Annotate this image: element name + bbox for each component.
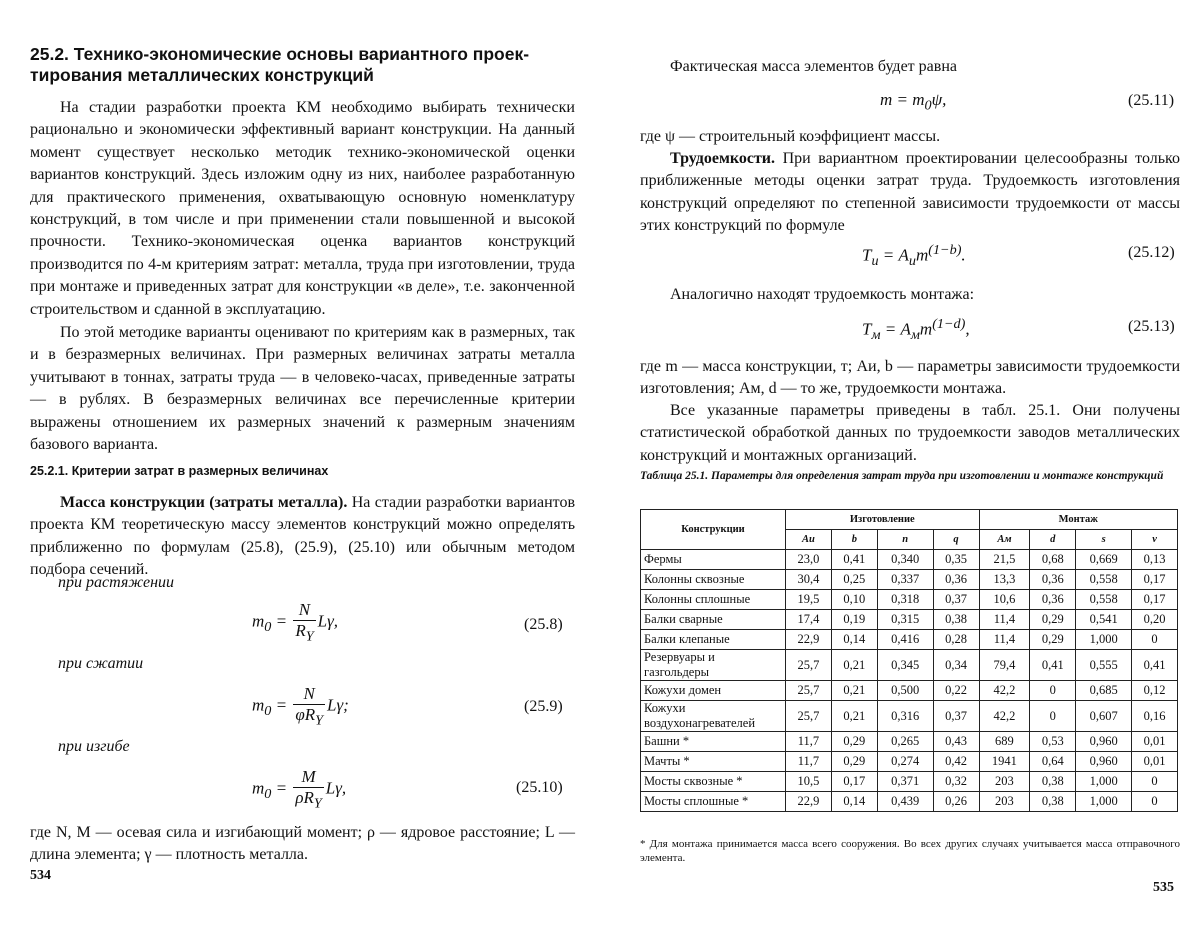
table-cell: 0,265 [877, 732, 933, 752]
table-cell: 0,43 [933, 732, 979, 752]
table-cell-name: Кожухи домен [641, 681, 786, 701]
table-cell: 25,7 [786, 650, 832, 681]
paragraph-r3 [640, 148, 1180, 238]
table-cell: 11,4 [979, 610, 1030, 630]
table-row [641, 772, 1178, 792]
equation-number-25-9: (25.9) [524, 698, 563, 715]
case-tension: при растяжении [58, 574, 174, 591]
table-cell: 0,12 [1132, 681, 1178, 701]
formula-25-11: $m = m_0\psi$, [880, 90, 947, 114]
col-subheader: v [1132, 530, 1178, 550]
table-cell: 0 [1132, 792, 1178, 812]
table-cell: 0,318 [877, 590, 933, 610]
table-cell: 0,36 [933, 570, 979, 590]
table-cell: 0,274 [877, 752, 933, 772]
table-cell: 0,01 [1132, 752, 1178, 772]
table-row [641, 752, 1178, 772]
table-cell: 0 [1030, 701, 1076, 732]
table-cell: 0,37 [933, 590, 979, 610]
table-cell: 0,340 [877, 550, 933, 570]
table-row [641, 570, 1178, 590]
col-subheader: d [1030, 530, 1076, 550]
table-cell: 0,685 [1076, 681, 1132, 701]
table-cell-name: Колонны сквозные [641, 570, 786, 590]
table-cell: 0,29 [831, 752, 877, 772]
case-bending: при изгибе [58, 738, 130, 755]
col-subheader: q [933, 530, 979, 550]
table-cell: 0,13 [1132, 550, 1178, 570]
col-subheader: s [1076, 530, 1132, 550]
paragraph-r6: Все указанные параметры приведены в табл. 25.1. Они получены статистической обработкой данных по трудоемкости заводов металлических конструкций и монтажных организаций. [640, 402, 1180, 464]
table-cell: 0,41 [1132, 650, 1178, 681]
table-cell: 0,29 [831, 732, 877, 752]
table-cell: 0,416 [877, 630, 933, 650]
table-cell: 0 [1132, 772, 1178, 792]
table-row [641, 732, 1178, 752]
table-cell: 0,315 [877, 610, 933, 630]
page-number-left: 534 [30, 868, 51, 883]
parameters-table [640, 509, 1178, 812]
table-cell: 0,21 [831, 681, 877, 701]
col-header-constructions: Конструкции [641, 510, 786, 550]
table-cell: 0,53 [1030, 732, 1076, 752]
table-cell: 0,26 [933, 792, 979, 812]
table-cell-name: Мачты * [641, 752, 786, 772]
table-cell: 0,22 [933, 681, 979, 701]
table-cell-name: Колонны сплошные [641, 590, 786, 610]
table-cell: 0,607 [1076, 701, 1132, 732]
table-cell: 10,5 [786, 772, 832, 792]
paragraph-r3-body: При вариантном проектировании целесообразны только приближенные методы оценки затрат труда. Трудоемкость изготовления конструкций определяют по степенной зависимости трудоемкости от массы этих конструкций по формуле [640, 150, 1180, 235]
paragraph-r5: где m — масса конструкции, т; Aи, b — параметры зависимости трудоемкости изготовления; Aм, d — то же, трудоемкости монтажа. [640, 358, 1180, 398]
table-cell: 0,41 [831, 550, 877, 570]
table-cell: 1,000 [1076, 630, 1132, 650]
table-cell-name: Мосты сквозные * [641, 772, 786, 792]
col-header-mounting: Монтаж [979, 510, 1178, 530]
table-cell: 0,17 [1132, 590, 1178, 610]
table-cell-name: Кожухи воздухонагревателей [641, 701, 786, 732]
table-cell: 0,38 [1030, 792, 1076, 812]
table-cell: 0,37 [933, 701, 979, 732]
equation-number-25-12: (25.12) [1128, 244, 1175, 261]
equation-number-25-10: (25.10) [516, 779, 563, 796]
paragraph-r4: Аналогично находят трудоемкость монтажа: [670, 286, 975, 303]
equation-number-25-13: (25.13) [1128, 318, 1175, 335]
table-cell-name: Фермы [641, 550, 786, 570]
table-cell-name: Балки сварные [641, 610, 786, 630]
table-row [641, 650, 1178, 681]
table-cell: 11,4 [979, 630, 1030, 650]
formula-25-9: $m_0$ = $\frac{N}{\varphi R_Y}$ Lγ; [252, 684, 349, 729]
table-cell: 1941 [979, 752, 1030, 772]
table-row [641, 792, 1178, 812]
table-cell: 0,38 [933, 610, 979, 630]
table-cell: 0,16 [1132, 701, 1178, 732]
table-cell: 0,34 [933, 650, 979, 681]
table-cell: 0,337 [877, 570, 933, 590]
section-heading: 25.2. Технико-экономические основы вариантного проек- тирования металлических конструкций [30, 44, 530, 85]
table-cell: 0 [1132, 630, 1178, 650]
paragraph-3-body: На стадии разработки вариантов проекта КМ теоретическую массу элементов конструкций можно определять приближенно по формулам (25.8), (25.9), (25.10) или обычным методом подбора сечений. [30, 494, 575, 579]
table-cell: 0,960 [1076, 732, 1132, 752]
table-cell: 0,19 [831, 610, 877, 630]
col-subheader: Aм [979, 530, 1030, 550]
table-cell: 0,38 [1030, 772, 1076, 792]
formula-25-13: $T_м = A_мm^{(1-d)}$, [862, 316, 970, 344]
table-cell: 0,669 [1076, 550, 1132, 570]
table-cell: 0,21 [831, 701, 877, 732]
col-subheader: Aи [786, 530, 832, 550]
table-cell: 0,36 [1030, 590, 1076, 610]
table-row [641, 610, 1178, 630]
paragraph-2: По этой методике варианты оценивают по критериям как в размерных, так и в безразмерных величинах. При размерных величинах затраты металла учитывают в тоннах, затраты труда — в человеко-часах, приведенные затраты — в рублях. В безразмерных величинах все перечисленные критерии выражены отношением их размерных значений к размерным значениям базового варианта. [30, 324, 575, 454]
table-row [641, 701, 1178, 732]
table-cell: 23,0 [786, 550, 832, 570]
table-cell: 0,14 [831, 630, 877, 650]
table-cell-name: Башни * [641, 732, 786, 752]
table-cell-name: Балки клепаные [641, 630, 786, 650]
table-cell: 25,7 [786, 681, 832, 701]
table-cell: 0,21 [831, 650, 877, 681]
table-cell: 0,20 [1132, 610, 1178, 630]
table-row [641, 590, 1178, 610]
page-number-right: 535 [1153, 880, 1174, 895]
table-cell: 0,10 [831, 590, 877, 610]
table-cell: 22,9 [786, 792, 832, 812]
table-cell: 0,01 [1132, 732, 1178, 752]
table-cell: 689 [979, 732, 1030, 752]
col-subheader: b [831, 530, 877, 550]
table-cell: 30,4 [786, 570, 832, 590]
table-cell: 0,42 [933, 752, 979, 772]
table-cell: 0 [1030, 681, 1076, 701]
table-cell: 0,17 [1132, 570, 1178, 590]
paragraph-r1: Фактическая масса элементов будет равна [670, 58, 957, 75]
paragraph-r3-lead: Трудоемкости. [670, 150, 776, 167]
table-cell: 0,558 [1076, 590, 1132, 610]
table-cell: 0,32 [933, 772, 979, 792]
table-cell: 0,541 [1076, 610, 1132, 630]
table-cell: 0,64 [1030, 752, 1076, 772]
formula-25-8: $m_0$ = $\frac{N}{R_Y}$ Lγ, [252, 600, 339, 645]
table-row [641, 681, 1178, 701]
table-cell: 11,7 [786, 732, 832, 752]
table-cell: 21,5 [979, 550, 1030, 570]
paragraph-4: где N, M — осевая сила и изгибающий момент; ρ — ядровое расстояние; L — длина элемента; γ — плотность металла. [30, 824, 575, 864]
table-cell: 0,14 [831, 792, 877, 812]
table-cell: 0,345 [877, 650, 933, 681]
table-caption: Таблица 25.1. Параметры для определения затрат труда при изготовлении и монтаже конструкций [640, 470, 1164, 482]
table-cell: 13,3 [979, 570, 1030, 590]
equation-number-25-8: (25.8) [524, 616, 563, 633]
table-cell: 0,316 [877, 701, 933, 732]
table-cell: 1,000 [1076, 792, 1132, 812]
case-compression: при сжатии [58, 655, 144, 672]
table-cell: 0,960 [1076, 752, 1132, 772]
paragraph-3 [30, 492, 575, 582]
table-cell: 203 [979, 772, 1030, 792]
table-row [641, 550, 1178, 570]
col-subheader: n [877, 530, 933, 550]
table-cell: 0,35 [933, 550, 979, 570]
paragraph-r2: где ψ — строительный коэффициент массы. [640, 128, 941, 145]
table-cell: 0,29 [1030, 630, 1076, 650]
table-cell: 0,36 [1030, 570, 1076, 590]
table-cell: 0,41 [1030, 650, 1076, 681]
table-cell: 0,28 [933, 630, 979, 650]
equation-number-25-11: (25.11) [1128, 92, 1175, 109]
table-cell: 203 [979, 792, 1030, 812]
table-row [641, 630, 1178, 650]
table-cell-name: Резервуары и газгольдеры [641, 650, 786, 681]
table-cell: 42,2 [979, 681, 1030, 701]
table-cell: 0,500 [877, 681, 933, 701]
table-cell: 0,558 [1076, 570, 1132, 590]
table-cell: 0,25 [831, 570, 877, 590]
table-cell: 0,29 [1030, 610, 1076, 630]
table-cell: 10,6 [979, 590, 1030, 610]
table-cell: 17,4 [786, 610, 832, 630]
table-cell: 22,9 [786, 630, 832, 650]
table-cell: 0,371 [877, 772, 933, 792]
table-cell: 0,68 [1030, 550, 1076, 570]
table-cell: 19,5 [786, 590, 832, 610]
paragraph-3-lead: Масса конструкции (затраты металла). [60, 494, 348, 511]
table-cell-name: Мосты сплошные * [641, 792, 786, 812]
formula-25-12: $T_и = A_иm^{(1-b)}$. [862, 242, 966, 270]
table-cell: 79,4 [979, 650, 1030, 681]
table-cell: 1,000 [1076, 772, 1132, 792]
table-cell: 11,7 [786, 752, 832, 772]
subsection-heading: 25.2.1. Критерии затрат в размерных величинах [30, 464, 329, 478]
paragraph-1: На стадии разработки проекта КМ необходимо выбирать технически рационально и экономически эффективный вариант конструкции. На данный момент существует несколько методик технико-экономической оценки вариантов конструкций. Здесь изложим одну из них, наиболее разработанную для практического применения, охватывающую основную номенклатуру конструкций, в том числе и при применении стали повышенной и высокой прочности. Технико-экономическая оценка вариантов конструкций производится по 4-м критериям затрат: металла, труда при изготовлении, труда при монтаже и приведенных затрат для конструкции «в деле», т.е. законченной строительством и сданной в эксплуатацию. [30, 99, 575, 318]
table-cell: 0,555 [1076, 650, 1132, 681]
table-cell: 0,17 [831, 772, 877, 792]
table-cell: 25,7 [786, 701, 832, 732]
table-footnote: * Для монтажа принимается масса всего сооружения. Во всех других случаях учитывается масса отправочного элемента. [640, 838, 1180, 864]
col-header-manufacturing: Изготовление [786, 510, 980, 530]
table-cell: 0,439 [877, 792, 933, 812]
formula-25-10: $m_0$ = $\frac{M}{\rho R_Y}$ Lγ, [252, 767, 347, 812]
table-cell: 42,2 [979, 701, 1030, 732]
